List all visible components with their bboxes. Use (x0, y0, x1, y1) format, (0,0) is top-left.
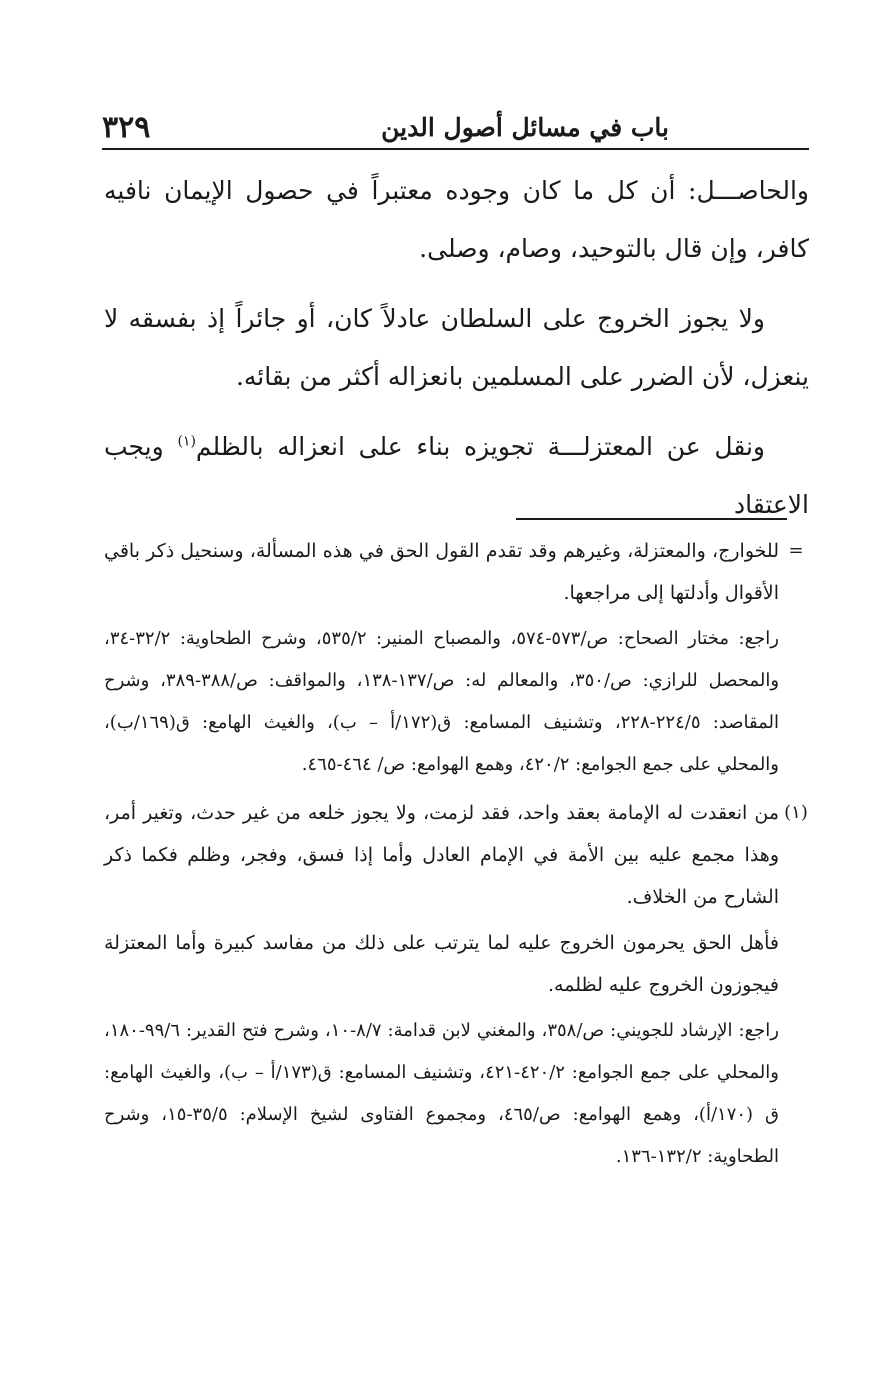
running-title: باب في مسائل أصول الدين (381, 112, 669, 142)
paragraph-mutazila-text: ونقل عن المعتزلـــة تجويزه بناء على انعزاله بالظلم (195, 432, 765, 461)
paragraph-conclusion: والحاصـــل: أن كل ما كان وجوده معتبراً في حصول الإيمان نافيه كافر، وإن قال بالتوحيد، وصام، وصلى. (104, 176, 809, 263)
footnote-continued-text: للخوارج، والمعتزلة، وغيرهم وقد تقدم القول الحق في هذه المسألة، وسنحيل ذكر باقي الأقوال وأدلتها إلى مراجعها. (104, 540, 779, 604)
paragraph-mutazila-continuation: ويجب الاعتقاد (104, 432, 809, 519)
page-header (102, 106, 809, 148)
footnote-reference[interactable]: (١) (177, 433, 196, 450)
footnote-continued (104, 530, 809, 786)
paragraph-ruler: ولا يجوز الخروج على السلطان عادلاً كان، أو جائراً إذ بفسقه لا ينعزل، لأن الضرر على المسلمين بانعزاله أكثر من بقائه. (104, 304, 809, 391)
footnote-1-references: راجع: الإرشاد للجويني: ص/٣٥٨، والمغني لابن قدامة: ٨/٧-١٠، وشرح فتح القدير: ٩٩/٦-١٨٠، والمحلي على جمع الجوامع: ٤٢٠/٢-٤٢١، وتشنيف المسامع: ق(١٧٣/أ – ب)، والغيث الهامع: ق (١٧٠/أ)، وهمع الهوامع: ص/٤٦٥، ومجموع الفتاوى لشيخ الإسلام: ٣٥/٥-١٥، وشرح الطحاوية: ١٣٢/٢-١٣٦. (104, 1020, 780, 1167)
paragraph-mutazila (104, 418, 809, 534)
footnote-1-text: من انعقدت له الإمامة بعقد واحد، فقد لزمت، ولا يجوز خلعه من غير حدث، وتغير أمر، وهذا مجمع عليه بين الأمة في الإمام العادل وأما إذا فسق، وفجر، وظلم فكما ذكر الشارح من الخلاف. (104, 802, 779, 908)
footnotes (104, 530, 809, 1184)
page-number: ٣٢٩ (102, 109, 151, 145)
footnote-1 (104, 792, 809, 1178)
header-divider (102, 148, 809, 150)
footnote-1-text-2: فأهل الحق يحرمون الخروج عليه لما يترتب على ذلك من مفاسد كبيرة وأما المعتزلة فيجوزون الخروج عليه لظلمه. (104, 932, 779, 996)
footnote-number: (١) (784, 802, 808, 823)
continuation-mark: = (788, 540, 804, 561)
footnote-divider (516, 518, 787, 520)
main-text (104, 162, 809, 546)
footnote-continued-references: راجع: مختار الصحاح: ص/٥٧٣-٥٧٤، والمصباح المنير: ٥٣٥/٢، وشرح الطحاوية: ٣٢/٢-٣٤، والمحصل للرازي: ص/٣٥٠، والمعالم له: ص/١٣٧-١٣٨، والمواقف: ص/٣٨٨-٣٨٩، وشرح المقاصد: ٢٢٤/٥-٢٢٨، وتشنيف المسامع: ق(١٧٢/أ – ب)، والغيث الهامع: ق(١٦٩/ب)، والمحلي على جمع الجوامع: ٤٢٠/٢، وهمع الهوامع: ص/ ٤٦٤-٤٦٥. (104, 628, 780, 775)
